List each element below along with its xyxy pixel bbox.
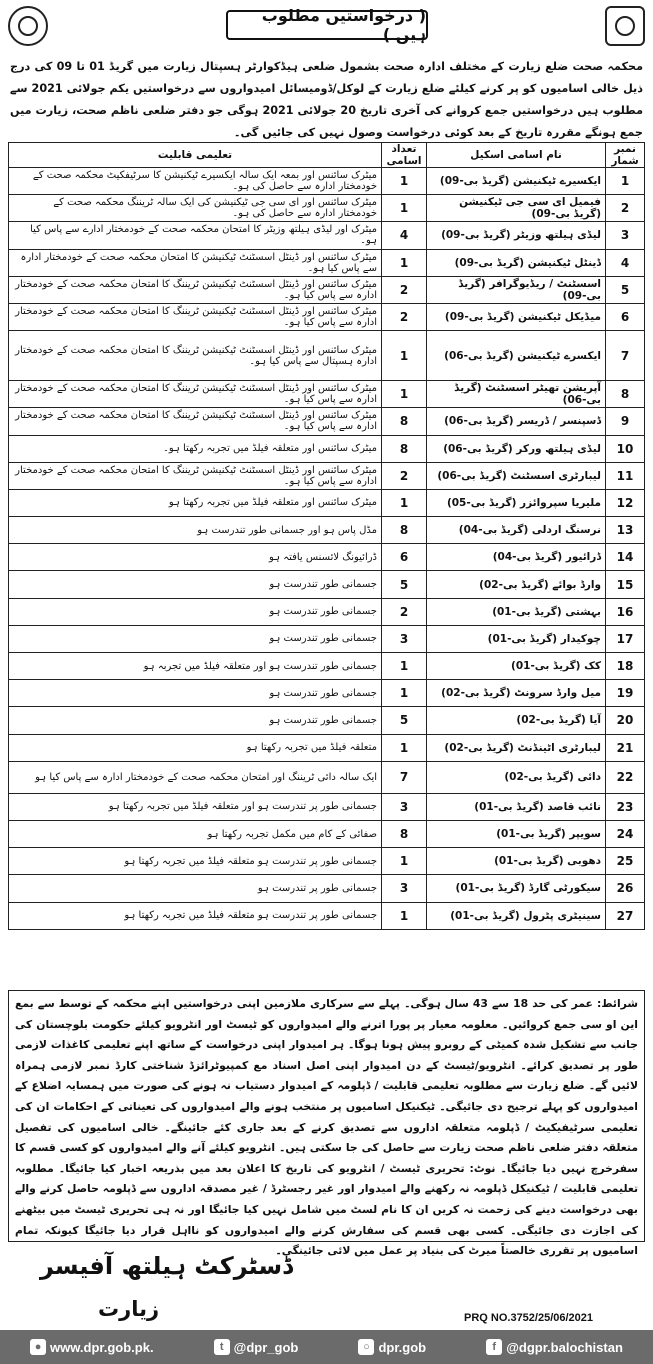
row-qualification: میٹرک سائنس اور ڈینٹل اسسٹنٹ ٹیکنیشن ٹریننگ کا امتحان محکمہ صحت کے خودمختار ادارہ سے پاس کیا ہو۔ bbox=[9, 381, 382, 408]
footer-twitter[interactable] bbox=[214, 1339, 299, 1355]
row-serial: 7 bbox=[606, 331, 645, 381]
website-text: www.dpr.gob.pk. bbox=[50, 1339, 154, 1355]
row-count: 3 bbox=[382, 875, 427, 902]
table-row bbox=[9, 875, 645, 902]
row-count: 8 bbox=[382, 517, 427, 544]
row-serial: 2 bbox=[606, 195, 645, 222]
prq-number: PRQ NO.3752/25/06/2021 bbox=[464, 1312, 594, 1324]
row-post-name: اسسٹنٹ / ریڈیوگرافر (گریڈ بی-09) bbox=[427, 276, 606, 303]
table-row bbox=[9, 331, 645, 381]
row-qualification: میٹرک اور لیڈی ہیلتھ وزیٹر کا امتحان محکمہ صحت کے خودمختار ادارے سے پاس کیا ہو۔ bbox=[9, 222, 382, 249]
row-count: 1 bbox=[382, 680, 427, 707]
table-row bbox=[9, 517, 645, 544]
row-qualification: میٹرک سائنس اور ای سی جی ٹیکنیشن کی ایک سالہ ٹریننگ محکمہ صحت کے خودمختار ادارہ سے حاصل کی ہو۔ bbox=[9, 195, 382, 222]
row-post-name: ملیریا سپروائزر (گریڈ بی-05) bbox=[427, 489, 606, 516]
row-serial: 18 bbox=[606, 653, 645, 680]
row-post-name: نائب قاصد (گریڈ بی-01) bbox=[427, 793, 606, 820]
row-serial: 5 bbox=[606, 276, 645, 303]
row-count: 8 bbox=[382, 435, 427, 462]
row-count: 1 bbox=[382, 902, 427, 929]
twitter-icon: t bbox=[214, 1339, 230, 1355]
row-qualification: میٹرک سائنس اور متعلقہ فیلڈ میں تجربہ رکھتا ہو bbox=[9, 489, 382, 516]
footer-bar bbox=[0, 1330, 653, 1364]
row-post-name: دھوبی (گریڈ بی-01) bbox=[427, 848, 606, 875]
row-count: 1 bbox=[382, 848, 427, 875]
row-serial: 10 bbox=[606, 435, 645, 462]
facebook-icon: f bbox=[486, 1339, 502, 1355]
row-serial: 3 bbox=[606, 222, 645, 249]
vacancies-table bbox=[8, 142, 645, 930]
footer-website[interactable] bbox=[30, 1339, 154, 1355]
instagram-icon: ○ bbox=[358, 1339, 374, 1355]
row-qualification: جسمانی طور تندرست ہو bbox=[9, 680, 382, 707]
row-post-name: کک (گریڈ بی-01) bbox=[427, 653, 606, 680]
row-qualification: جسمانی طور تندرست ہو اور متعلقہ فیلڈ میں تجربہ ہو bbox=[9, 653, 382, 680]
row-serial: 6 bbox=[606, 303, 645, 330]
table-row bbox=[9, 625, 645, 652]
row-qualification: میٹرک سائنس اور بمعہ ایک سالہ ایکسیرے ٹیکنیشن کا سرٹیفکیٹ محکمہ صحت کے خودمختار ادارہ سے حاصل کی ہو۔ bbox=[9, 168, 382, 195]
row-qualification: جسمانی طور پر تندرست ہو اور متعلقہ فیلڈ میں تجربہ رکھتا ہو bbox=[9, 793, 382, 820]
row-serial: 21 bbox=[606, 734, 645, 761]
row-count: 2 bbox=[382, 303, 427, 330]
row-qualification: جسمانی طور پر تندرست ہو متعلقہ فیلڈ میں تجربہ رکھتا ہو bbox=[9, 902, 382, 929]
table-row bbox=[9, 276, 645, 303]
row-count: 1 bbox=[382, 653, 427, 680]
table-row bbox=[9, 820, 645, 847]
row-post-name: ڈرائیور (گریڈ بی-04) bbox=[427, 544, 606, 571]
row-serial: 23 bbox=[606, 793, 645, 820]
row-serial: 22 bbox=[606, 761, 645, 793]
ad-title: ( درخواستیں مطلوب ہیں ) bbox=[226, 10, 428, 40]
row-post-name: نرسنگ اردلی (گریڈ بی-04) bbox=[427, 517, 606, 544]
row-qualification: متعلقہ فیلڈ میں تجربہ رکھتا ہو bbox=[9, 734, 382, 761]
row-qualification: میٹرک سائنس اور ڈینٹل اسسٹنٹ ٹیکنیشن ٹریننگ کا امتحان محکمہ صحت کے خودمختار ادارہ سے پاس کیا ہو۔ bbox=[9, 276, 382, 303]
table-row bbox=[9, 680, 645, 707]
row-serial: 12 bbox=[606, 489, 645, 516]
row-count: 3 bbox=[382, 625, 427, 652]
row-count: 1 bbox=[382, 249, 427, 276]
row-post-name: ڈسپنسر / ڈریسر (گریڈ بی-06) bbox=[427, 408, 606, 435]
row-serial: 15 bbox=[606, 571, 645, 598]
row-count: 2 bbox=[382, 276, 427, 303]
intro-paragraph: محکمہ صحت ضلع زیارت کے مختلف ادارہ صحت بشمول ضلعی ہیڈکوارٹر ہسپتال زیارت میں گریڈ 01 تا 09 کی درج ذیل خالی اسامیوں کو پر کرنے کیلئے ضلع زیارت کے لوکل/ڈومیسائل امیدواروں سے درخواستیں یکم جولائی 2021 سے مطلوب ہیں درخواستیں جمع کروانے کی آخری تاریخ 20 جولائی 2021 ہوگی جو دفتر ضلعی ناظم صحت، زیارت میں جمع ہونگے مقررہ تاریخ کے بعد کوئی درخواست وصول نہیں کی جائیں گی۔ bbox=[10, 60, 643, 139]
row-serial: 8 bbox=[606, 381, 645, 408]
row-qualification: ڈرائیونگ لائسنس یافتہ ہو bbox=[9, 544, 382, 571]
signature-officer: ڈسٹرکٹ ہیلتھ آفیسر bbox=[40, 1252, 293, 1280]
row-qualification: میٹرک سائنس اور متعلقہ فیلڈ میں تجربہ رکھتا ہو۔ bbox=[9, 435, 382, 462]
row-qualification: میٹرک سائنس اور ڈینٹل اسسٹنٹ ٹیکنیشن کا امتحان محکمہ صحت کے خودمختار ادارہ سے پاس کیا ہو۔ bbox=[9, 249, 382, 276]
row-serial: 1 bbox=[606, 168, 645, 195]
row-count: 8 bbox=[382, 408, 427, 435]
table-row bbox=[9, 902, 645, 929]
row-post-name: دائی (گریڈ بی-02) bbox=[427, 761, 606, 793]
row-count: 1 bbox=[382, 381, 427, 408]
table-row bbox=[9, 381, 645, 408]
row-count: 7 bbox=[382, 761, 427, 793]
row-post-name: وارڈ بوائے (گریڈ بی-02) bbox=[427, 571, 606, 598]
table-row bbox=[9, 653, 645, 680]
row-serial: 19 bbox=[606, 680, 645, 707]
table-row bbox=[9, 462, 645, 489]
row-post-name: لیبارٹری اٹینڈنٹ (گریڈ بی-02) bbox=[427, 734, 606, 761]
row-qualification: جسمانی طور تندرست ہو bbox=[9, 598, 382, 625]
row-serial: 25 bbox=[606, 848, 645, 875]
row-post-name: سیکورٹی گارڈ (گریڈ بی-01) bbox=[427, 875, 606, 902]
table-row bbox=[9, 734, 645, 761]
row-post-name: لیبارٹری اسسٹنٹ (گریڈ بی-06) bbox=[427, 462, 606, 489]
table-row bbox=[9, 168, 645, 195]
table-row bbox=[9, 793, 645, 820]
right-emblem-logo bbox=[605, 6, 645, 46]
row-qualification: جسمانی طور تندرست ہو bbox=[9, 707, 382, 734]
row-post-name: لیڈی ہیلتھ ورکر (گریڈ بی-06) bbox=[427, 435, 606, 462]
row-qualification: جسمانی طور تندرست ہو bbox=[9, 625, 382, 652]
row-qualification: جسمانی طور پر تندرست ہو متعلقہ فیلڈ میں تجربہ رکھتا ہو bbox=[9, 848, 382, 875]
row-count: 2 bbox=[382, 598, 427, 625]
row-qualification: میٹرک سائنس اور ڈینٹل اسسٹنٹ ٹیکنیشن ٹریننگ کا امتحان محکمہ صحت کے خودمختار ادارہ سے پاس کیا ہو۔ bbox=[9, 408, 382, 435]
row-serial: 16 bbox=[606, 598, 645, 625]
row-count: 1 bbox=[382, 734, 427, 761]
table-row bbox=[9, 848, 645, 875]
row-post-name: لیڈی ہیلتھ وزیٹر (گریڈ بی-09) bbox=[427, 222, 606, 249]
row-post-name: میل وارڈ سرونٹ (گریڈ بی-02) bbox=[427, 680, 606, 707]
table-row bbox=[9, 303, 645, 330]
header-post-name: نام اسامی اسکیل bbox=[427, 143, 606, 168]
table-row bbox=[9, 408, 645, 435]
row-post-name: ڈینٹل ٹیکنیشن (گریڈ بی-09) bbox=[427, 249, 606, 276]
row-qualification: صفائی کے کام میں مکمل تجربہ رکھتا ہو bbox=[9, 820, 382, 847]
row-count: 1 bbox=[382, 168, 427, 195]
row-count: 2 bbox=[382, 462, 427, 489]
row-count: 1 bbox=[382, 195, 427, 222]
row-qualification: میٹرک سائنس اور ڈینٹل اسسٹنٹ ٹیکنیشن ٹریننگ کا امتحان محکمہ صحت کے خودمختار ادارہ سے پاس کیا ہو۔ bbox=[9, 462, 382, 489]
row-qualification: میٹرک سائنس اور ڈینٹل اسسٹنٹ ٹیکنیشن ٹریننگ کا امتحان محکمہ صحت کے خودمختار ادارہ سے پاس کیا ہو۔ bbox=[9, 303, 382, 330]
table-row bbox=[9, 435, 645, 462]
row-serial: 4 bbox=[606, 249, 645, 276]
header-count: تعداد اسامی bbox=[382, 143, 427, 168]
row-serial: 17 bbox=[606, 625, 645, 652]
table-body bbox=[9, 168, 645, 930]
row-serial: 27 bbox=[606, 902, 645, 929]
row-serial: 26 bbox=[606, 875, 645, 902]
row-serial: 24 bbox=[606, 820, 645, 847]
row-count: 4 bbox=[382, 222, 427, 249]
row-count: 6 bbox=[382, 544, 427, 571]
table-row bbox=[9, 707, 645, 734]
table-row bbox=[9, 489, 645, 516]
row-post-name: ایکسیرے ٹیکنیشن (گریڈ بی-09) bbox=[427, 168, 606, 195]
row-qualification: میٹرک سائنس اور ڈینٹل اسسٹنٹ ٹیکنیشن ٹریننگ کا امتحان محکمہ صحت کے خودمختار ادارہ ہسپتال سے پاس کیا ہو۔ bbox=[9, 331, 382, 381]
left-emblem-logo bbox=[8, 6, 48, 46]
header-qualification: تعلیمی قابلیت bbox=[9, 143, 382, 168]
table-row bbox=[9, 761, 645, 793]
table-row bbox=[9, 249, 645, 276]
row-qualification: ایک سالہ دائی ٹریننگ اور امتحان محکمہ صحت کے خودمختار ادارہ سے پاس کیا ہو bbox=[9, 761, 382, 793]
row-post-name: بہشتی (گریڈ بی-01) bbox=[427, 598, 606, 625]
instagram-text: dpr.gob bbox=[378, 1339, 427, 1355]
row-qualification: مڈل پاس ہو اور جسمانی طور تندرست ہو bbox=[9, 517, 382, 544]
row-post-name: فیمیل ای سی جی ٹیکنیشن (گریڈ بی-09) bbox=[427, 195, 606, 222]
row-serial: 14 bbox=[606, 544, 645, 571]
facebook-text: @dgpr.balochistan bbox=[506, 1339, 623, 1355]
row-serial: 20 bbox=[606, 707, 645, 734]
globe-icon: ● bbox=[30, 1339, 46, 1355]
row-count: 5 bbox=[382, 571, 427, 598]
footer-instagram[interactable] bbox=[358, 1339, 426, 1355]
row-qualification: جسمانی طور تندرست ہو bbox=[9, 571, 382, 598]
row-post-name: چوکیدار (گریڈ بی-01) bbox=[427, 625, 606, 652]
table-row bbox=[9, 195, 645, 222]
row-serial: 9 bbox=[606, 408, 645, 435]
table-row bbox=[9, 598, 645, 625]
row-qualification: جسمانی طور پر تندرست ہو bbox=[9, 875, 382, 902]
row-post-name: سویپر (گریڈ بی-01) bbox=[427, 820, 606, 847]
row-post-name: آیا (گریڈ بی-02) bbox=[427, 707, 606, 734]
table-row bbox=[9, 222, 645, 249]
row-serial: 13 bbox=[606, 517, 645, 544]
conditions-box: شرائط: عمر کی حد 18 سے 43 سال ہوگی۔ پہلے سے سرکاری ملازمین اپنی درخواستیں اپنے محکمہ کے توسط سے بمع این او سی جمع کروائیں۔ معلومہ معیار پر پورا اترنے والے امیدواروں کو ٹیسٹ اور انٹرویو کیلئے حکومت بلوچستان کی جانب سے تشکیل شدہ کمیٹی کے روبرو پیش ہونا ہوگا۔ ہر امیدوار اپنی درخواست کے ساتھ اپنے تعلیمی کاغذات لازمی طور پر تصدیق کرائے۔ انٹرویو/ٹیسٹ کے دن امیدوار اپنی اصل اسناد مع کمپیوٹرائزڈ شناختی کارڈ نمبر لازمی ہمراہ لائیں گے۔ ضلع زیارت سے مطلوبہ تعلیمی قابلیت / ڈپلومہ کے امیدوار دستیاب نہ ہونے کی صورت میں ہمسایہ اضلاع کے امیدواروں کو پہلے ترجیح دی جائیگی۔ ٹیکنیکل اسامیوں پر منتخب ہونے والے امیدواروں کی تعیناتی کے احکامات ان کی تعلیمی سرٹیفیکیٹ / ڈپلومہ متعلقہ اداروں سے تصدیق کرنے کے بعد جاری کئے جائینگے۔ خالی اسامیوں کی تفصیل متعلقہ دفتر ضلعی ناظم صحت زیارت سے حاصل کی جا سکتی ہیں۔ انٹرویو کیلئے آنے والے امیدواروں کو کسی قسم کا سفرخرچ نہیں دیا جائیگا۔ نوٹ: تحریری ٹیسٹ / انٹرویو کی تاریخ کا اعلان بعد میں بذریعہ اخبار کیا جائیگا۔ مطلوبہ تعلیمی قابلیت / ٹیکنیکل ڈپلومہ نہ رکھنے والے امیدوار اور غیر رجسٹرڈ / غیر مصدقہ اداروں سے ڈپلومہ حاصل کرنے والے بھی درخواست دینے کی زحمت نہ کریں ان کا نام لسٹ میں شامل نہیں کیا جائیگا اور نہ ہی تحریری ٹیسٹ میں بیٹھنے کی اجازت دی جائیگی۔ کسی بھی قسم کی سفارش کرنے والے امیدواروں کو نااہل قرار دیا جائیگا کیونکہ تمام اسامیوں پر تقرری خالصتاً میرٹ کی بنیاد پر عمل میں لائی جائینگی۔ bbox=[8, 990, 645, 1242]
row-serial: 11 bbox=[606, 462, 645, 489]
footer-facebook[interactable] bbox=[486, 1339, 623, 1355]
row-post-name: سینیٹری پٹرول (گریڈ بی-01) bbox=[427, 902, 606, 929]
signature-district: زیارت bbox=[98, 1297, 160, 1321]
row-count: 8 bbox=[382, 820, 427, 847]
row-count: 1 bbox=[382, 331, 427, 381]
table-header-row bbox=[9, 143, 645, 168]
row-post-name: ایکسرے ٹیکنیشن (گریڈ بی-06) bbox=[427, 331, 606, 381]
header-serial: نمبر شمار bbox=[606, 143, 645, 168]
twitter-text: @dpr_gob bbox=[233, 1339, 299, 1355]
table-row bbox=[9, 544, 645, 571]
row-post-name: میڈیکل ٹیکنیشن (گریڈ بی-09) bbox=[427, 303, 606, 330]
row-count: 5 bbox=[382, 707, 427, 734]
table-row bbox=[9, 571, 645, 598]
row-count: 3 bbox=[382, 793, 427, 820]
row-post-name: آپریشن تھیٹر اسسٹنٹ (گریڈ بی-06) bbox=[427, 381, 606, 408]
row-count: 1 bbox=[382, 489, 427, 516]
